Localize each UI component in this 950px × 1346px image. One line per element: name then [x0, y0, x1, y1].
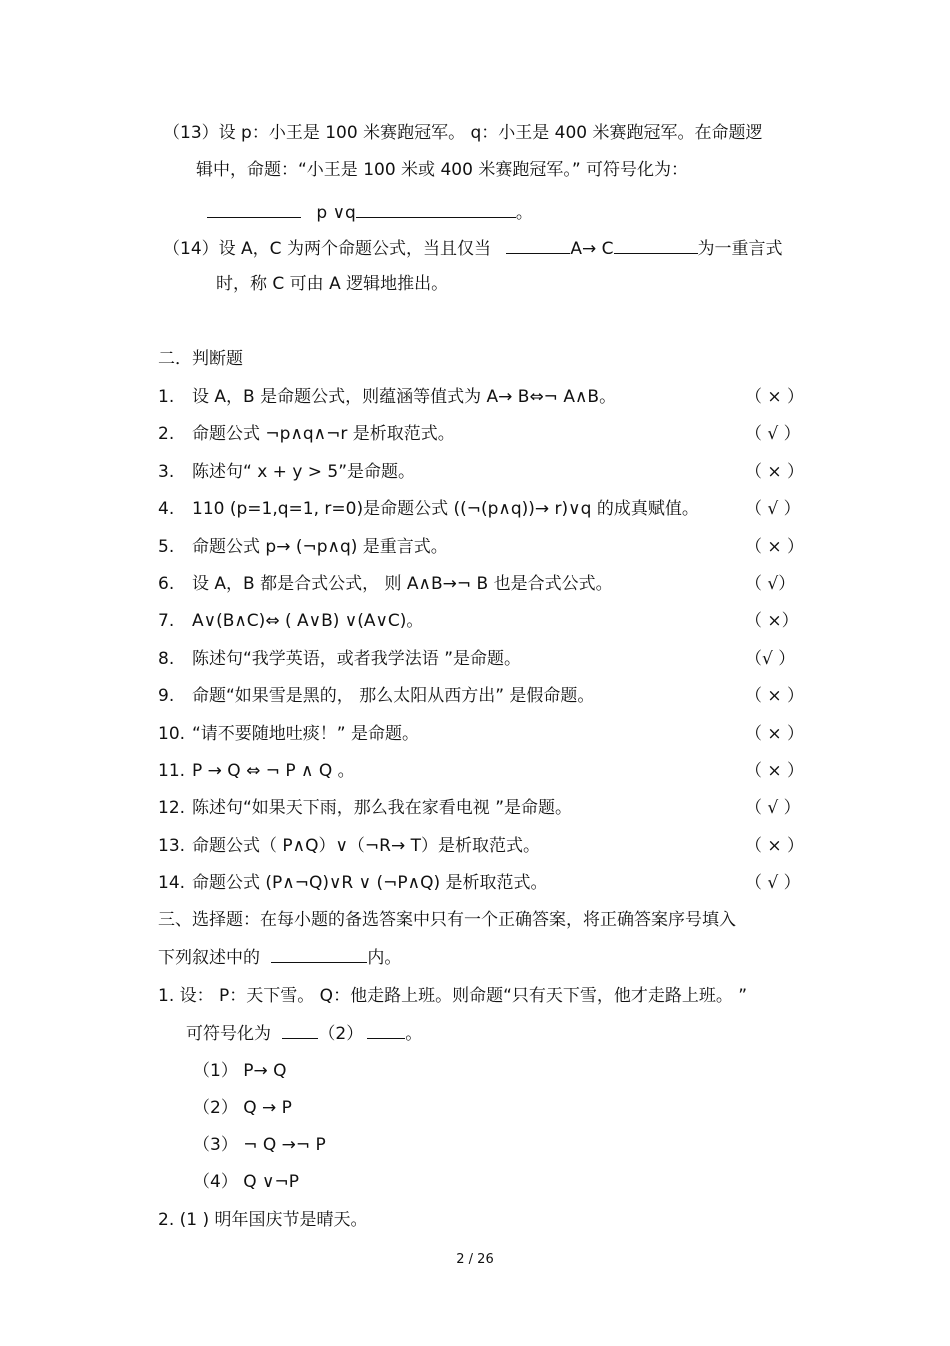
choice-q1-answer: （2）: [318, 1024, 364, 1044]
judgment-item-text: 陈述句“如果天下雨，那么我在家看电视 ”是命题。: [192, 798, 573, 818]
q13-answer-line: [207, 201, 533, 224]
judgment-item-text: P → Q ⇔ ¬ P ∧ Q 。: [192, 761, 355, 781]
choice-q1-line2-post: 。: [405, 1024, 423, 1044]
choice-q1-option-3: （3） ¬ Q →¬ P: [193, 1135, 326, 1155]
judgment-item-answer: （ × ）: [745, 686, 805, 706]
judgment-item-answer: （ × ）: [745, 387, 805, 407]
q13-line1: （13）设 p：小王是 100 米赛跑冠军。 q：小王是 400 米赛跑冠军。在命题逻: [163, 123, 763, 143]
judgment-item-number: 11.: [158, 761, 186, 781]
blank-underline: [207, 201, 301, 218]
judgment-item-text: 命题公式（ P∧Q）∨（¬R→ T）是析取范式。: [192, 836, 541, 856]
judgment-item-number: 13.: [158, 836, 186, 856]
judgment-item-text: 设 A，B 都是合式公式， 则 A∧B→¬ B 也是合式公式。: [192, 574, 613, 594]
blank-underline: [506, 237, 570, 254]
choice-q1-option-2: （2） Q → P: [193, 1098, 292, 1118]
judgment-item-number: 14.: [158, 873, 186, 893]
judgment-item-answer: （ √ ）: [745, 424, 801, 444]
q14-line1-pre: （14）设 A，C 为两个命题公式，当且仅当: [163, 239, 491, 259]
judgment-item-answer: （ √ ）: [745, 873, 801, 893]
q14-line1: [163, 237, 783, 260]
judgment-item-answer: （ × ）: [745, 537, 805, 557]
q13-end: 。: [515, 203, 533, 223]
blank-underline: [282, 1022, 318, 1039]
judgment-item-answer: （ √）: [745, 574, 796, 594]
judgment-item-answer: （ √ ）: [745, 798, 801, 818]
choice-q1-line1: 1. 设： P：天下雪。 Q：他走路上班。则命题“只有天下雪，他才走路上班。 ”: [158, 986, 748, 1006]
choice-q1-line2: [186, 1022, 422, 1045]
judgment-item-text: 陈述句“ x + y > 5”是命题。: [192, 462, 416, 482]
choice-q1-option-4: （4） Q ∨¬P: [193, 1172, 299, 1192]
judgment-item-number: 7.: [158, 611, 175, 631]
judgment-item-text: 命题“如果雪是黑的， 那么太阳从西方出” 是假命题。: [192, 686, 595, 706]
judgment-item-answer: （ × ）: [745, 761, 805, 781]
judgment-item-number: 2.: [158, 424, 175, 444]
judgment-heading: 二．判断题: [158, 349, 243, 369]
q13-line2: 辑中，命题：“小王是 100 米或 400 米赛跑冠军。” 可符号化为：: [196, 160, 689, 180]
judgment-item-text: 命题公式 p→ (¬p∧q) 是重言式。: [192, 537, 448, 557]
choice-heading-line1: 三、选择题：在每小题的备选答案中只有一个正确答案，将正确答案序号填入: [158, 910, 736, 930]
judgment-item-text: 110 (p=1,q=1, r=0)是命题公式 ((¬(p∧q))→ r)∨q 的成真赋值。: [192, 499, 699, 519]
judgment-item-text: “请不要随地吐痰！” 是命题。: [192, 724, 420, 744]
choice-heading-pre: 下列叙述中的: [158, 948, 260, 968]
judgment-item-answer: （ ×）: [745, 611, 799, 631]
blank-underline: [271, 946, 367, 963]
q13-answer: p ∨q: [316, 203, 356, 223]
judgment-item-number: 6.: [158, 574, 175, 594]
judgment-item-answer: （√ ）: [745, 649, 796, 669]
judgment-item-answer: （ × ）: [745, 462, 805, 482]
q14-line2: 时，称 C 可由 A 逻辑地推出。: [216, 274, 449, 294]
judgment-item-answer: （ × ）: [745, 836, 805, 856]
choice-q2-line1: 2. (1 ) 明年国庆节是晴天。: [158, 1210, 368, 1230]
judgment-item-answer: （ √ ）: [745, 499, 801, 519]
q14-answer: A→ C: [570, 239, 614, 259]
blank-underline: [614, 237, 698, 254]
blank-underline: [356, 201, 516, 218]
q14-line1-post: 为一重言式: [697, 239, 783, 259]
judgment-item-text: 陈述句“我学英语，或者我学法语 ”是命题。: [192, 649, 522, 669]
judgment-item-text: A∨(B∧C)⇔ ( A∨B) ∨(A∨C)。: [192, 611, 424, 631]
choice-heading-line2: [158, 946, 401, 969]
page-number: 2 / 26: [456, 1252, 494, 1267]
judgment-item-number: 12.: [158, 798, 186, 818]
blank-underline: [367, 1022, 405, 1039]
judgment-item-answer: （ × ）: [745, 724, 805, 744]
judgment-item-number: 3.: [158, 462, 175, 482]
judgment-item-text: 命题公式 (P∧¬Q)∨R ∨ (¬P∧Q) 是析取范式。: [192, 873, 548, 893]
judgment-item-number: 9.: [158, 686, 175, 706]
judgment-item-number: 1.: [158, 387, 175, 407]
judgment-item-number: 4.: [158, 499, 175, 519]
choice-q1-option-1: （1） P→ Q: [193, 1061, 287, 1081]
choice-q1-line2-pre: 可符号化为: [186, 1024, 271, 1044]
judgment-item-number: 8.: [158, 649, 175, 669]
judgment-item-number: 5.: [158, 537, 175, 557]
judgment-item-number: 10.: [158, 724, 186, 744]
judgment-item-text: 命题公式 ¬p∧q∧¬r 是析取范式。: [192, 424, 455, 444]
choice-heading-post: 内。: [367, 948, 402, 968]
judgment-item-text: 设 A，B 是命题公式，则蕴涵等值式为 A→ B⇔¬ A∧B。: [192, 387, 617, 407]
